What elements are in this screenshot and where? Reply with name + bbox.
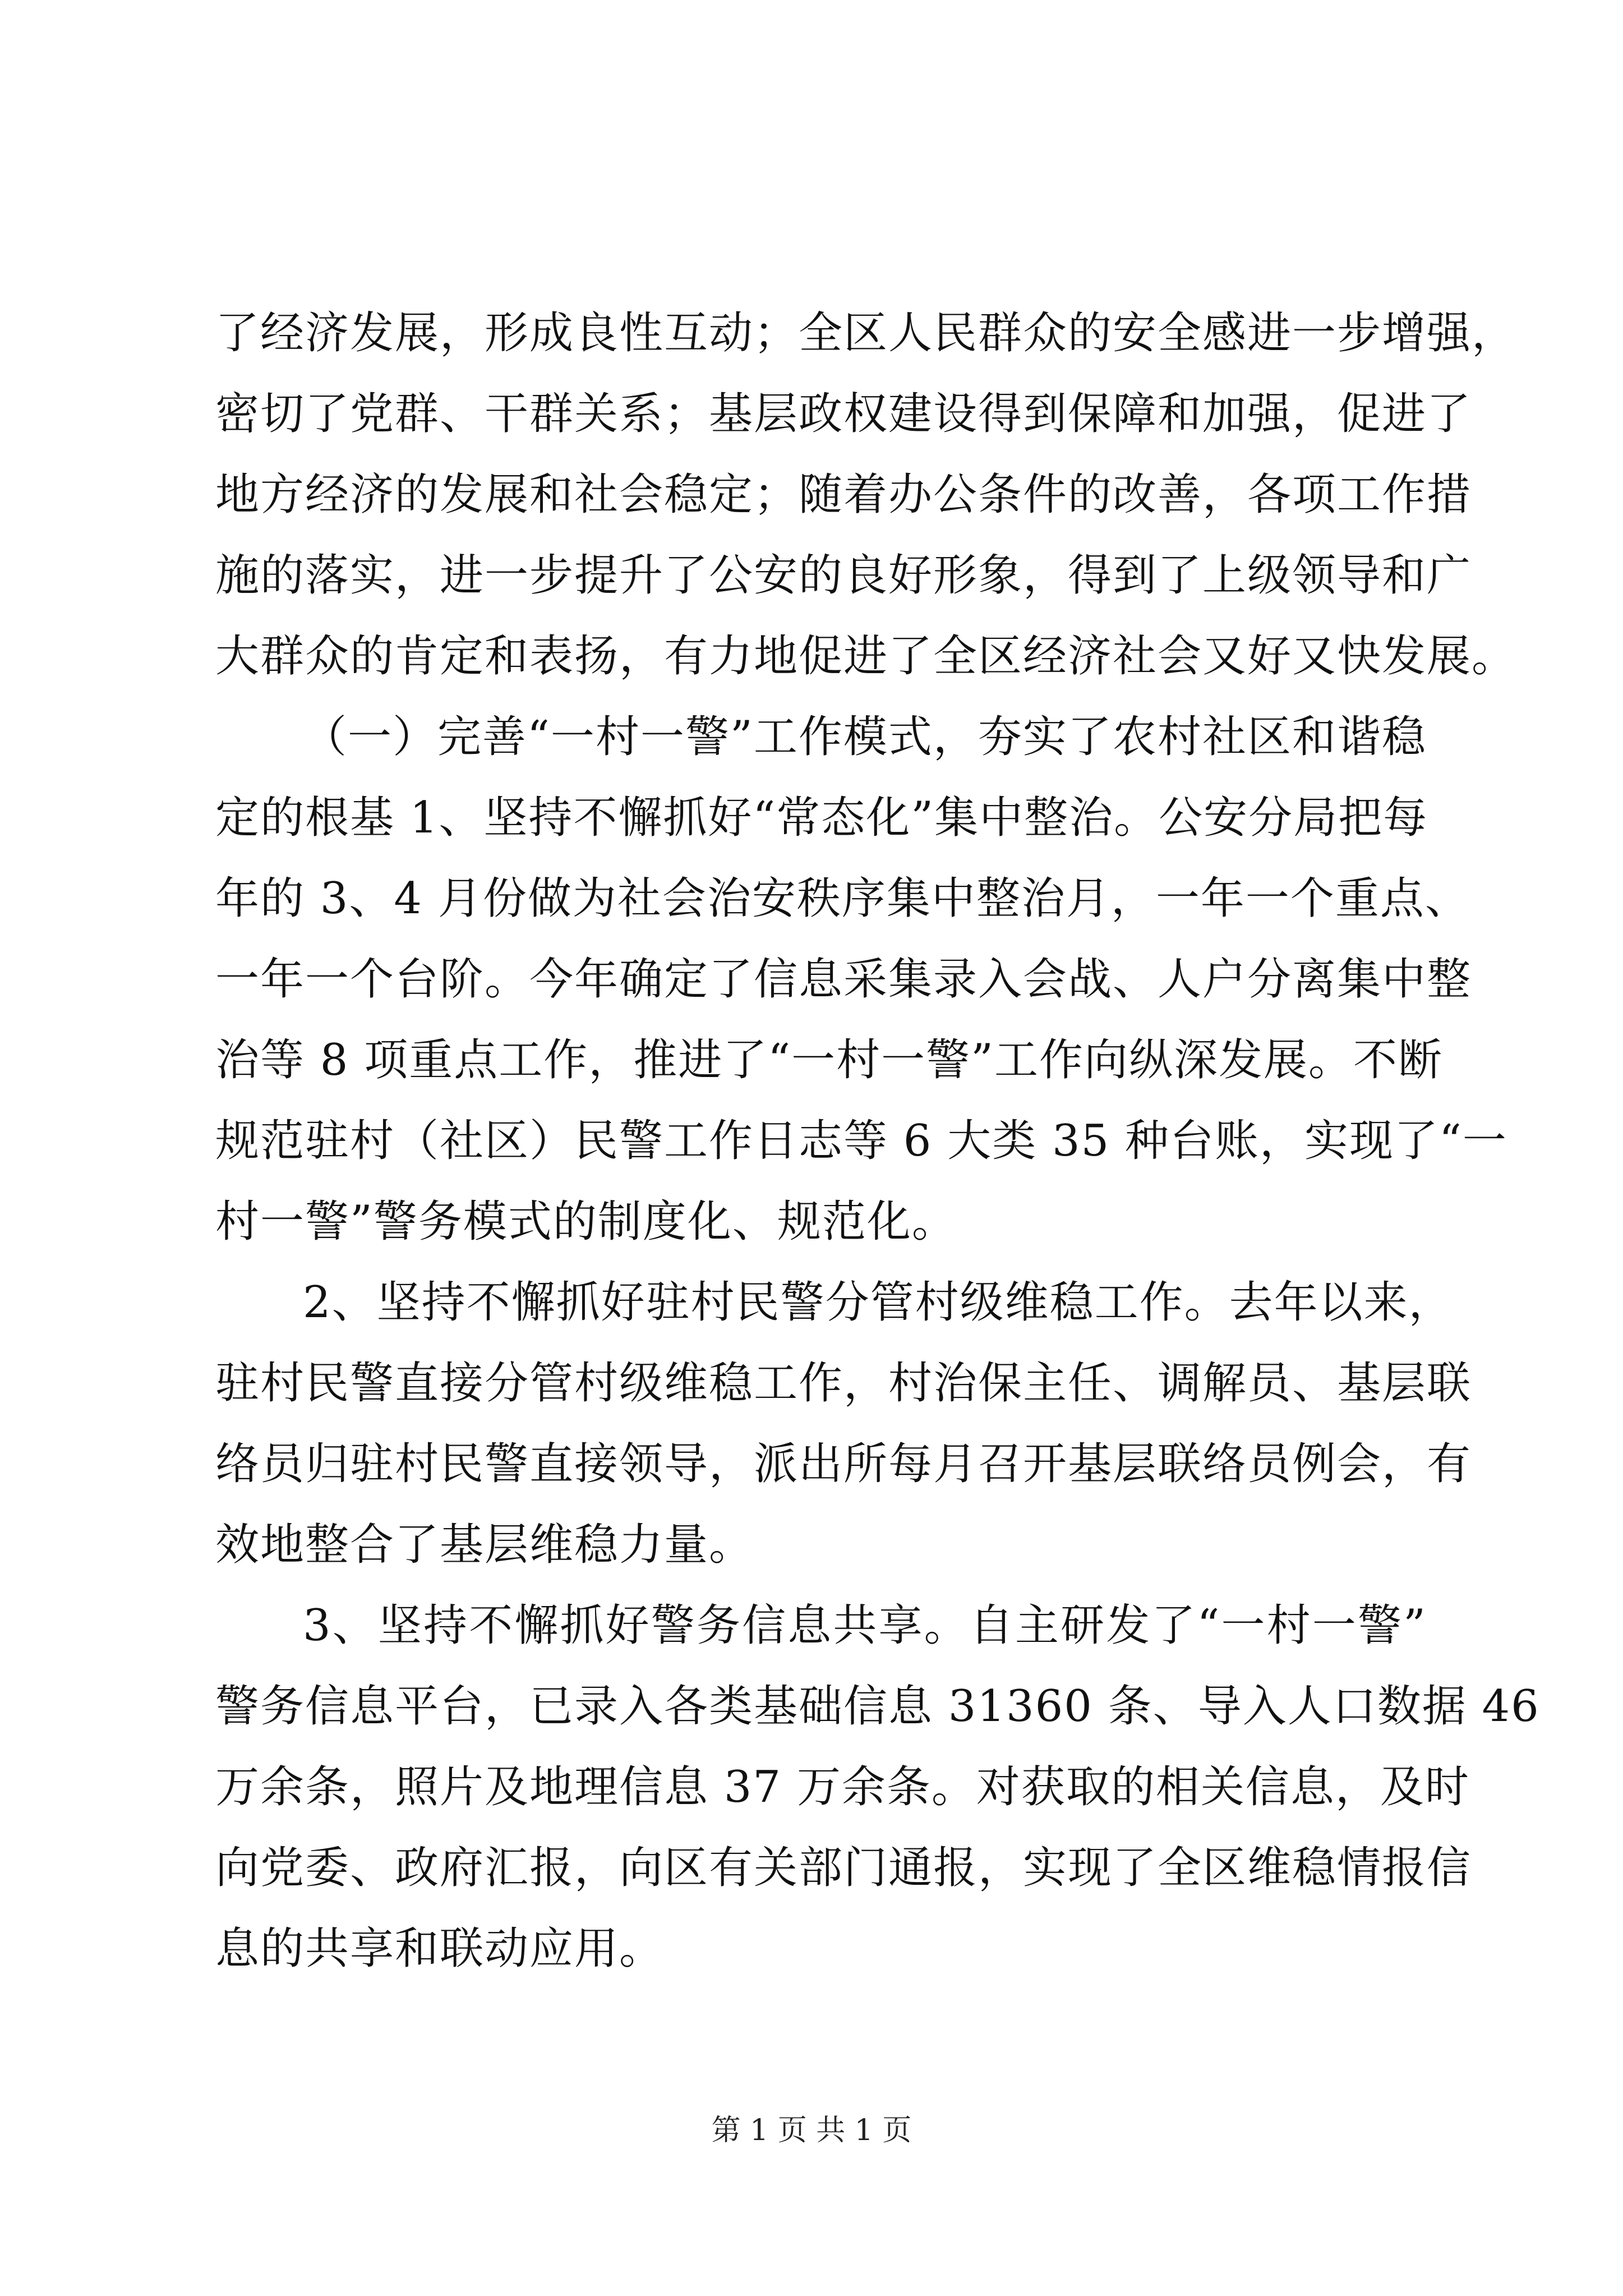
paragraph-line: 密切了党群、干群关系；基层政权建设得到保障和加强，促进了 [215,389,1472,439]
paragraph-line: 万余条，照片及地理信息 37 万余条。对获取的相关信息，及时 [215,1762,1470,1812]
paragraph-line: 效地整合了基层维稳力量。 [215,1520,754,1570]
page-number-footer: 第 1 页 共 1 页 [711,2114,912,2147]
paragraph-line: 了经济发展，形成良性互动；全区人民群众的安全感进一步增强， [215,308,1517,358]
paragraph-line: 大群众的肯定和表扬，有力地促进了全区经济社会又好又快发展。 [215,631,1517,682]
paragraph-line: 2、坚持不懈抓好驻村民警分管村级维稳工作。去年以来， [303,1277,1454,1328]
paragraph-line: 一年一个台阶。今年确定了信息采集录入会战、人户分离集中整 [215,954,1472,1005]
paragraph-line: 驻村民警直接分管村级维稳工作，村治保主任、调解员、基层联 [215,1358,1472,1409]
paragraph-line: 年的 3、4 月份做为社会治安秩序集中整治月，一年一个重点、 [215,873,1470,924]
paragraph-line: 3、坚持不懈抓好警务信息共享。自主研发了“一村一警” [303,1600,1427,1651]
paragraph-line: 向党委、政府汇报，向区有关部门通报，实现了全区维稳情报信 [215,1843,1472,1893]
section-heading-line: （一）完善“一村一警”工作模式，夯实了农村社区和谐稳 [303,712,1427,762]
paragraph-line: 治等 8 项重点工作，推进了“一村一警”工作向纵深发展。不断 [215,1035,1443,1085]
paragraph-line: 络员归驻村民警直接领导，派出所每月召开基层联络员例会，有 [215,1439,1472,1489]
paragraph-line: 息的共享和联动应用。 [215,1924,665,1974]
paragraph-line: 施的落实，进一步提升了公安的良好形象，得到了上级领导和广 [215,550,1472,601]
paragraph-line: 村一警”警务模式的制度化、规范化。 [215,1197,957,1247]
paragraph-line: 地方经济的发展和社会稳定；随着办公条件的改善，各项工作措 [215,470,1472,520]
paragraph-line: 规范驻村（社区）民警工作日志等 6 大类 35 种台账，实现了“一 [215,1116,1507,1166]
paragraph-line: 警务信息平台，已录入各类基础信息 31360 条、导入人口数据 46 [215,1681,1540,1732]
paragraph-line: 定的根基 1、坚持不懈抓好“常态化”集中整治。公安分局把每 [215,793,1428,843]
